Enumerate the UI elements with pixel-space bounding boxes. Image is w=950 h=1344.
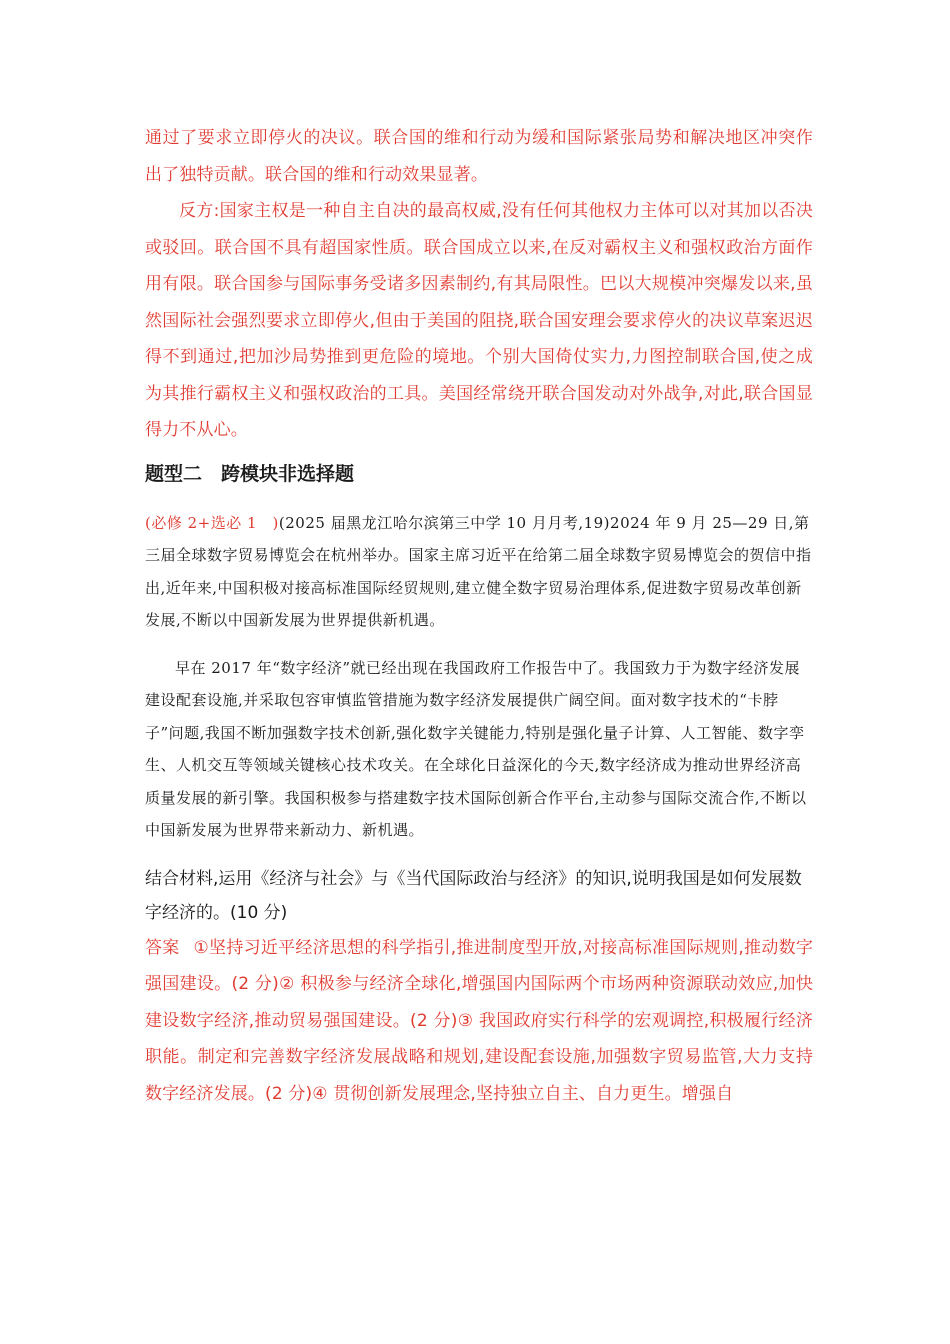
paragraph-un-positive: 通过了要求立即停火的决议。联合国的维和行动为缓和国际紧张局势和解决地区冲突作出了独特贡献。联合国的维和行动效果显著。 [145,128,813,185]
question-material-1 [145,507,813,637]
paragraph-un-negative: 反方:国家主权是一种自主自决的最高权威,没有任何其他权力主体可以对其加以否决或驳回。联合国不具有超国家性质。联合国成立以来,在反对霸权主义和强权政治方面作用有限。联合国参与国际事务受诸多因素制约,有其局限性。巴以大规模冲突爆发以来,虽然国际社会强烈要求立即停火,但由于美国的阻挠,联合国安理会要求停火的决议草案迟迟得不到通过,把加沙局势推到更危险的境地。个别大国倚仗实力,力图控制联合国,使之成为其推行霸权主义和强权政治的工具。美国经常绕开联合国发动对外战争,对此,联合国显得力不从心。 [145,201,813,440]
question-prompt: 结合材料,运用《经济与社会》与《当代国际政治与经济》的知识,说明我国是如何发展数字经济的。(10 分) [145,868,802,923]
answer-text: ①坚持习近平经济思想的科学指引,推进制度型开放,对接高标准国际规则,推动数字强国建设。(2 分)② 积极参与经济全球化,增强国内国际两个市场两种资源联动效应,加快建设数字经济,推动贸易强国建设。(2 分)③ 我国政府实行科学的宏观调控,积极履行经济职能。制定和完善数字经济发展战略和规划,建设配套设施,加强数字贸易监管,大力支持数字经济发展。(2 分)④ 贯彻创新发展理念,坚持独立自主、自力更生。增强自 [145,937,813,1104]
section-title: 题型二 跨模块非选择题 [145,462,355,485]
document-page [145,120,813,1112]
answer-label: 答案 [145,937,180,958]
answer-block [145,930,813,1113]
question-source-text: (2025 届黑龙江哈尔滨第三中学 10 月月考,19)2024 年 9 月 25—29 日,第三届全球数字贸易博览会在杭州举办。国家主席习近平在给第二届全球数字贸易博览会的贺信中指出,近年来,中国积极对接高标准国际经贸规则,建立健全数字贸易治理体系,促进数字贸易改革创新发展,不断以中国新发展为世界提供新机遇。 [145,513,812,629]
question-module-tag: (必修 2+选必 1 ) [145,513,279,532]
question-material-2: 早在 2017 年“数字经济”就已经出现在我国政府工作报告中了。我国致力于为数字经济发展建设配套设施,并采取包容审慎监管措施为数字经济发展提供广阔空间。面对数字技术的“卡脖子”问题,我国不断加强数字技术创新,强化数字关键能力,特别是强化量子计算、人工智能、数字孪生、人机交互等领域关键核心技术攻关。在全球化日益深化的今天,数字经济成为推动世界经济高质量发展的新引擎。我国积极参与搭建数字技术国际创新合作平台,主动参与国际交流合作,不断以中国新发展为世界带来新动力、新机遇。 [145,658,807,839]
